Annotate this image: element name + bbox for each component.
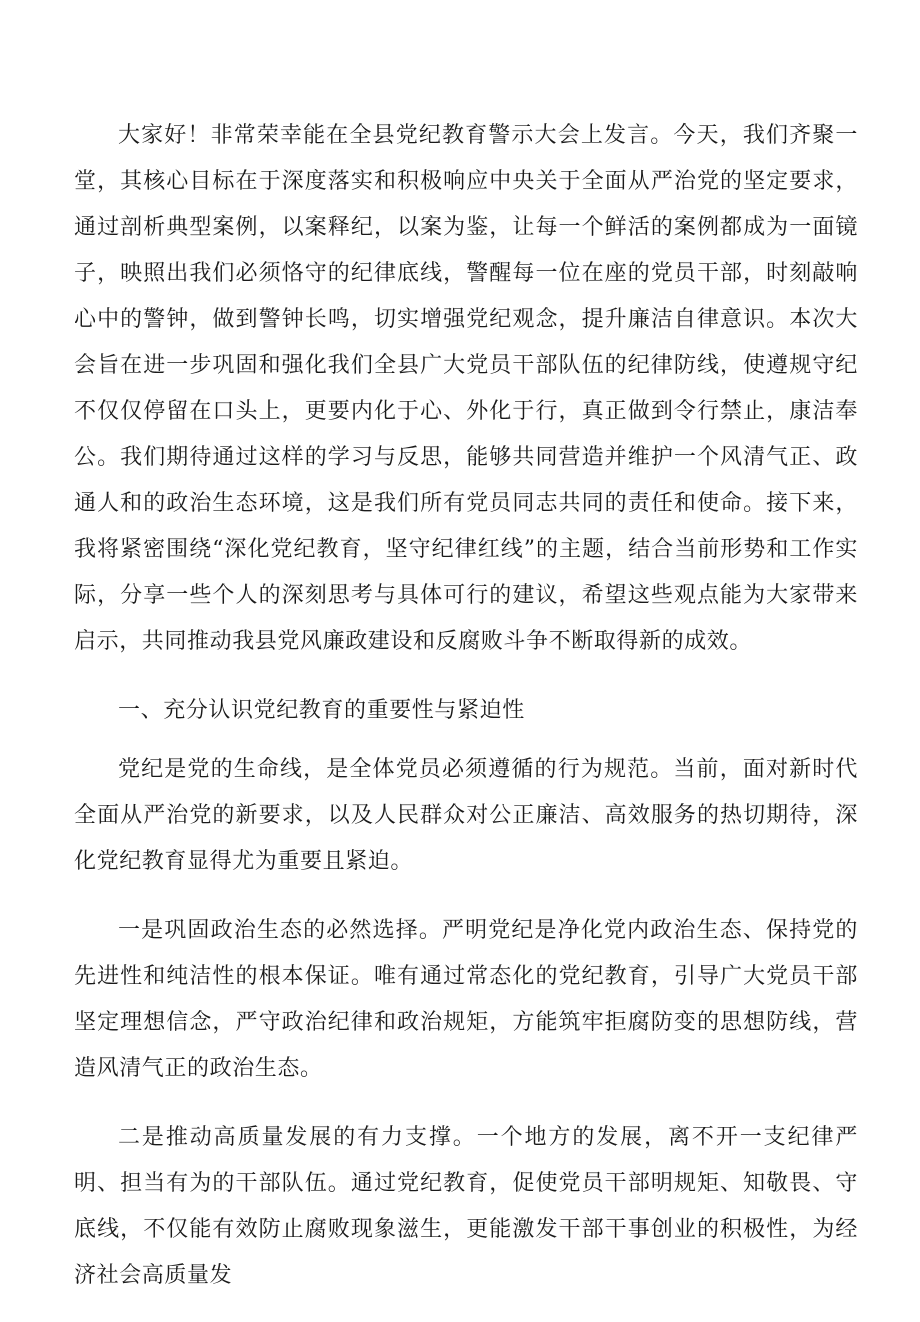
body-paragraph: 一是巩固政治生态的必然选择。严明党纪是净化党内政治生态、保持党的先进性和纯洁性的根本保证。唯有通过常态化的党纪教育，引导广大党员干部坚定理想信念，严守政治纪律和政治规矩，方能筑牢拒腐防变的思想防线，营造风清气正的政治生态。 [74,918,858,1081]
document-body [74,113,858,1322]
body-paragraph: 二是推动高质量发展的有力支撑。一个地方的发展，离不开一支纪律严明、担当有为的干部队伍。通过党纪教育，促使党员干部明规矩、知敬畏、守底线，不仅能有效防止腐败现象滋生，更能激发干部干事创业的积极性，为经济社会高质量发 [74,1125,858,1288]
intro-paragraph: 大家好！非常荣幸能在全县党纪教育警示大会上发言。今天，我们齐聚一堂，其核心目标在于深度落实和积极响应中央关于全面从严治党的坚定要求，通过剖析典型案例，以案释纪，以案为鉴，让每一个鲜活的案例都成为一面镜子，映照出我们必须恪守的纪律底线，警醒每一位在座的党员干部，时刻敲响心中的警钟，做到警钟长鸣，切实增强党纪观念，提升廉洁自律意识。本次大会旨在进一步巩固和强化我们全县广大党员干部队伍的纪律防线，使遵规守纪不仅仅停留在口头上，更要内化于心、外化于行，真正做到令行禁止，康洁奉公。我们期待通过这样的学习与反思，能够共同营造并维护一个风清气正、政通人和的政治生态环境，这是我们所有党员同志共同的责任和使命。接下来，我将紧密围绕“深化党纪教育，坚守纪律红线”的主题，结合当前形势和工作实际，分享一些个人的深刻思考与具体可行的建议，希望这些观点能为大家带来启示，共同推动我县党风廉政建设和反腐败斗争不断取得新的成效。 [74,123,858,654]
body-paragraph: 党纪是党的生命线，是全体党员必须遵循的行为规范。当前，面对新时代全面从严治党的新要求，以及人民群众对公正廉洁、高效服务的热切期待，深化党纪教育显得尤为重要且紧迫。 [74,757,858,874]
section-heading: 一、充分认识党纪教育的重要性与紧迫性 [118,698,525,723]
